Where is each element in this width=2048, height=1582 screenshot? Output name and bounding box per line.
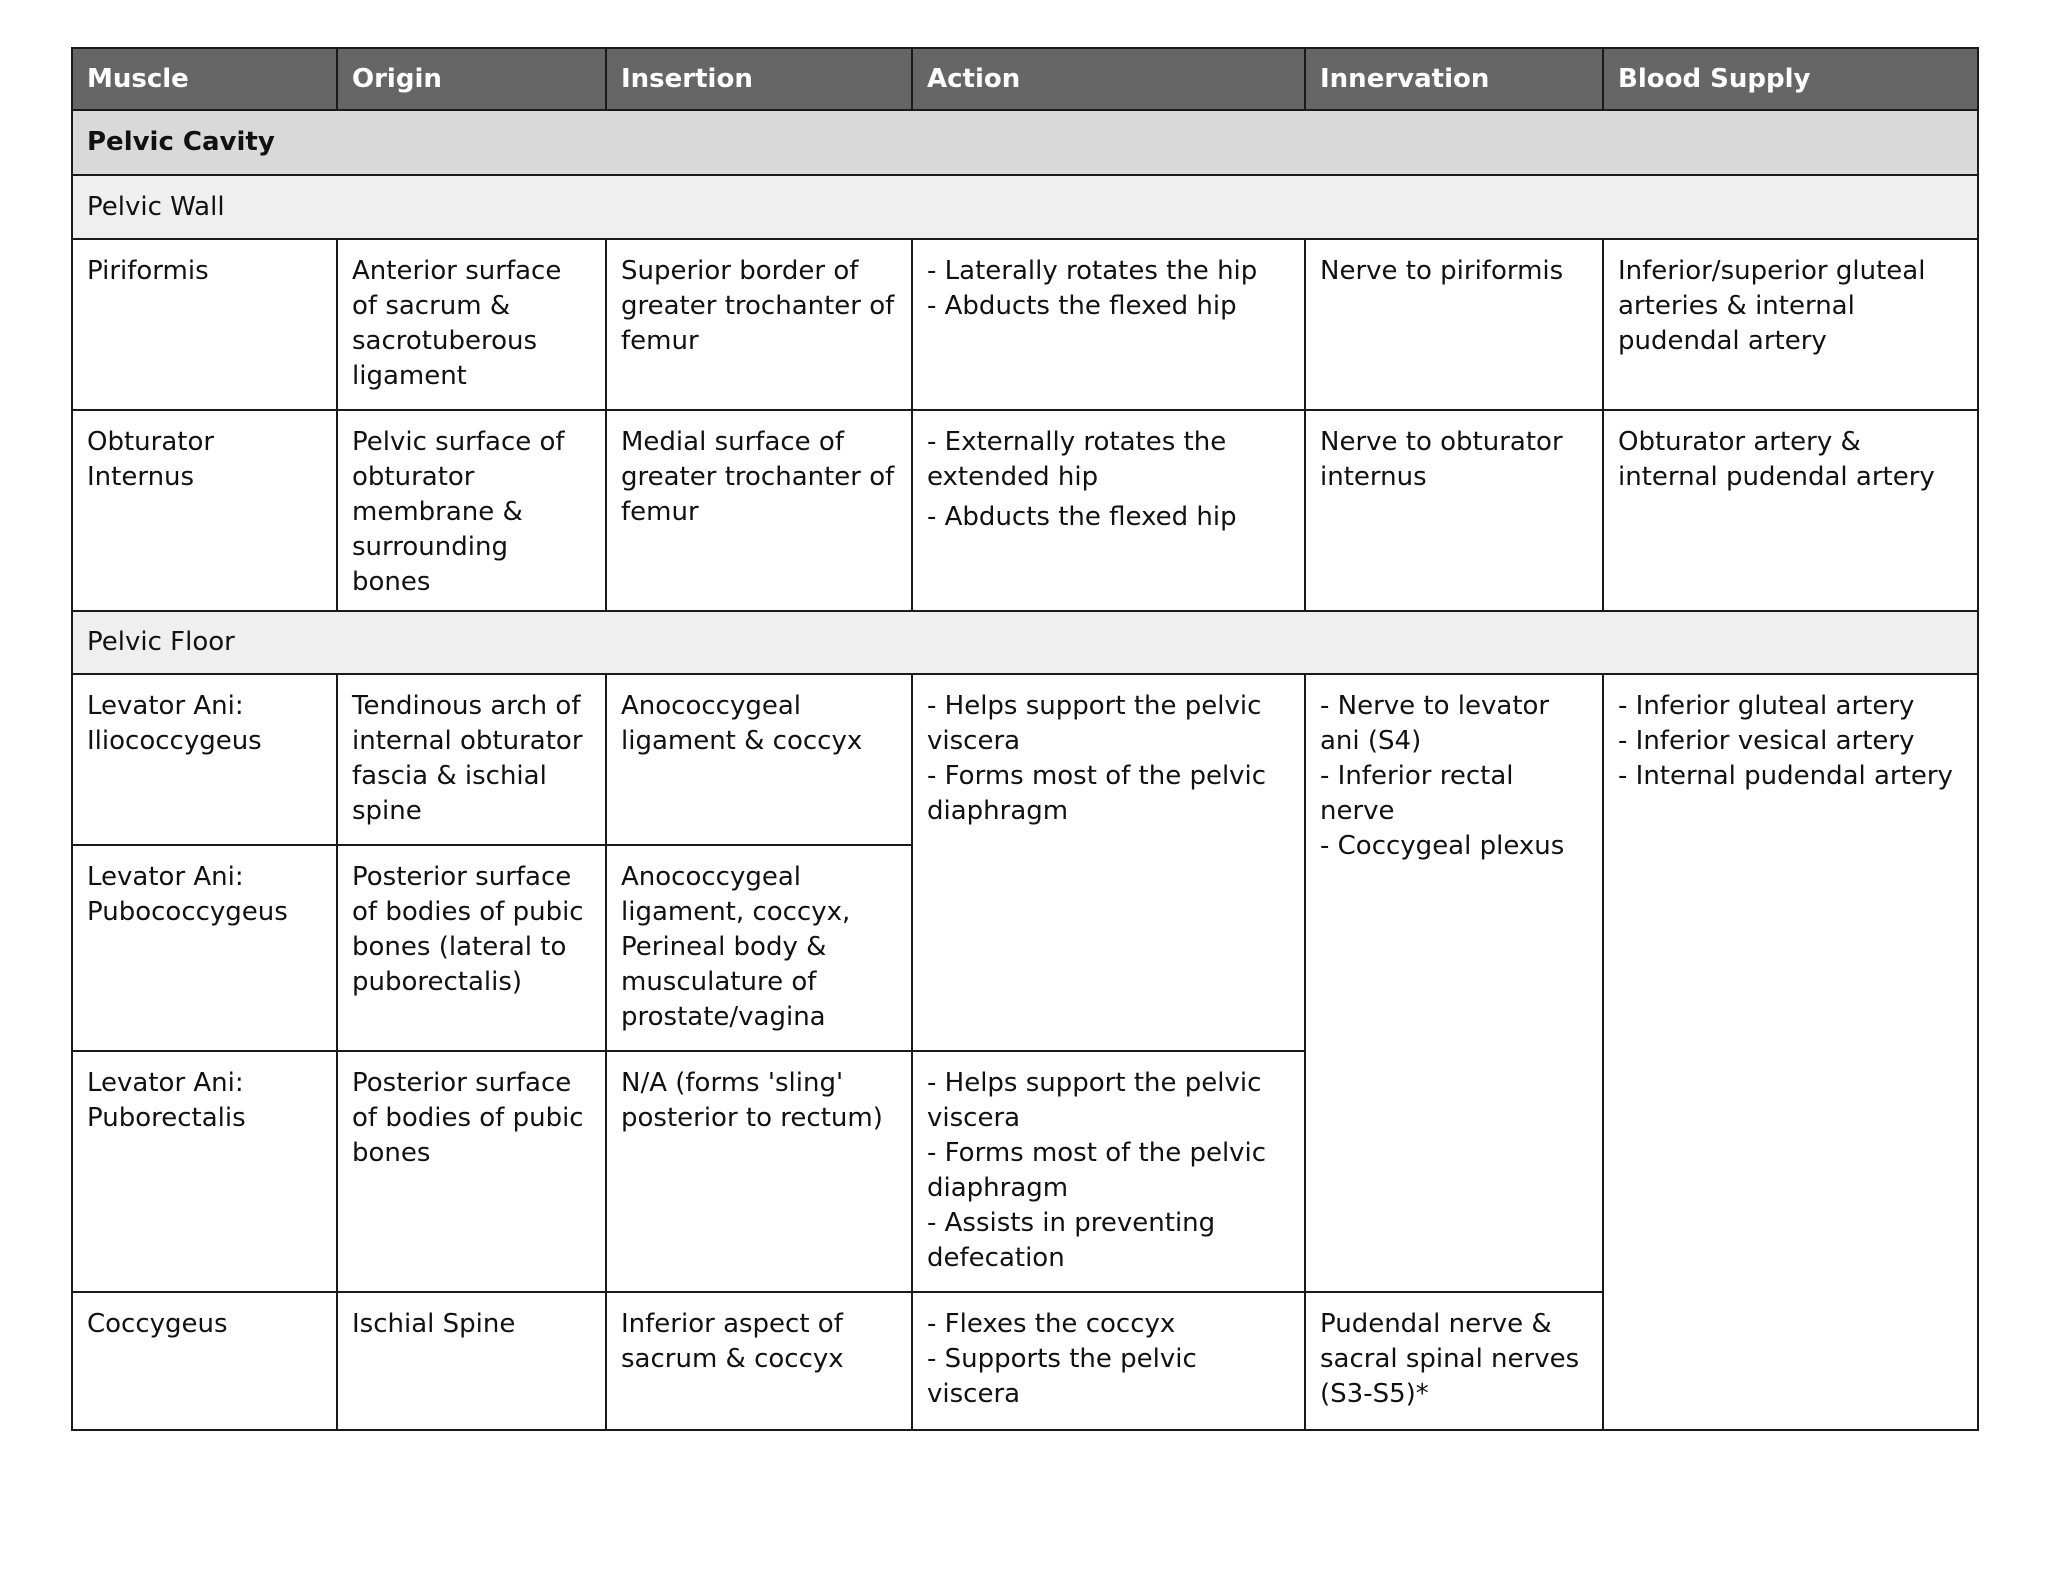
cell-action xyxy=(912,410,1305,611)
action-line: - Forms most of the pelvic diaphragm xyxy=(927,761,1267,826)
header-action: Action xyxy=(912,48,1305,110)
action-line: - Supports the pelvic viscera xyxy=(927,1344,1197,1409)
subsection-pelvic-wall: Pelvic Wall xyxy=(72,175,1978,239)
table-row xyxy=(72,239,1978,410)
cell-origin: Ischial Spine xyxy=(337,1292,606,1430)
cell-blood-supply: Inferior/superior gluteal arteries & internal pudendal artery xyxy=(1603,239,1978,410)
header-muscle: Muscle xyxy=(72,48,337,110)
action-line: - Flexes the coccyx xyxy=(927,1309,1176,1339)
header-origin: Origin xyxy=(337,48,606,110)
cell-action xyxy=(912,1292,1305,1430)
cell-insertion: Inferior aspect of sacrum & coccyx xyxy=(606,1292,912,1430)
action-line: - Abducts the flexed hip xyxy=(927,291,1237,321)
header-innervation: Innervation xyxy=(1305,48,1603,110)
cell-origin: Posterior surface of bodies of pubic bones xyxy=(337,1051,606,1292)
subsection-row xyxy=(72,175,1978,239)
cell-insertion: Anococcygeal ligament, coccyx, Perineal body & musculature of prostate/vagina xyxy=(606,845,912,1051)
cell-origin: Posterior surface of bodies of pubic bones (lateral to puborectalis) xyxy=(337,845,606,1051)
cell-muscle: Levator Ani: Iliococcygeus xyxy=(72,674,337,845)
subsection-pelvic-floor: Pelvic Floor xyxy=(72,611,1978,674)
cell-action xyxy=(912,239,1305,410)
header-blood-supply: Blood Supply xyxy=(1603,48,1978,110)
action-line: - Abducts the flexed hip xyxy=(927,502,1237,532)
blood-supply-line: - Inferior vesical artery xyxy=(1618,726,1915,756)
cell-origin: Tendinous arch of internal obturator fascia & ischial spine xyxy=(337,674,606,845)
cell-insertion: N/A (forms 'sling' posterior to rectum) xyxy=(606,1051,912,1292)
innervation-line: - Inferior rectal nerve xyxy=(1320,761,1514,826)
table-row xyxy=(72,674,1978,845)
action-line: - Assists in preventing defecation xyxy=(927,1208,1216,1273)
action-line: - Helps support the pelvic viscera xyxy=(927,1068,1262,1133)
blood-supply-line: - Inferior gluteal artery xyxy=(1618,691,1915,721)
section-title: Pelvic Cavity xyxy=(72,110,1978,175)
cell-action-levator xyxy=(912,674,1305,1051)
cell-blood-supply: Obturator artery & internal pudendal artery xyxy=(1603,410,1978,611)
cell-muscle: Piriformis xyxy=(72,239,337,410)
cell-action xyxy=(912,1051,1305,1292)
cell-muscle: Coccygeus xyxy=(72,1292,337,1430)
action-line: - Forms most of the pelvic diaphragm xyxy=(927,1138,1267,1203)
cell-blood-supply-floor xyxy=(1603,674,1978,1430)
cell-origin: Anterior surface of sacrum & sacrotuberous ligament xyxy=(337,239,606,410)
section-row xyxy=(72,110,1978,175)
cell-muscle: Obturator Internus xyxy=(72,410,337,611)
cell-insertion: Medial surface of greater trochanter of femur xyxy=(606,410,912,611)
action-line: - Externally rotates the extended hip xyxy=(927,427,1227,492)
blood-supply-line: - Internal pudendal artery xyxy=(1618,761,1953,791)
cell-innervation: Pudendal nerve & sacral spinal nerves (S3-S5)* xyxy=(1305,1292,1603,1430)
cell-muscle: Levator Ani: Puborectalis xyxy=(72,1051,337,1292)
cell-innervation: Nerve to piriformis xyxy=(1305,239,1603,410)
cell-origin: Pelvic surface of obturator membrane & surrounding bones xyxy=(337,410,606,611)
action-line: - Laterally rotates the hip xyxy=(927,256,1258,286)
cell-innervation: Nerve to obturator internus xyxy=(1305,410,1603,611)
action-line: - Helps support the pelvic viscera xyxy=(927,691,1262,756)
header-row xyxy=(72,48,1978,110)
table-row xyxy=(72,410,1978,611)
cell-insertion: Superior border of greater trochanter of femur xyxy=(606,239,912,410)
cell-muscle: Levator Ani: Pubococcygeus xyxy=(72,845,337,1051)
subsection-row xyxy=(72,611,1978,674)
cell-insertion: Anococcygeal ligament & coccyx xyxy=(606,674,912,845)
header-insertion: Insertion xyxy=(606,48,912,110)
muscle-table xyxy=(71,47,1979,1431)
cell-innervation-levator xyxy=(1305,674,1603,1292)
innervation-line: - Coccygeal plexus xyxy=(1320,831,1565,861)
innervation-line: - Nerve to levator ani (S4) xyxy=(1320,691,1550,756)
